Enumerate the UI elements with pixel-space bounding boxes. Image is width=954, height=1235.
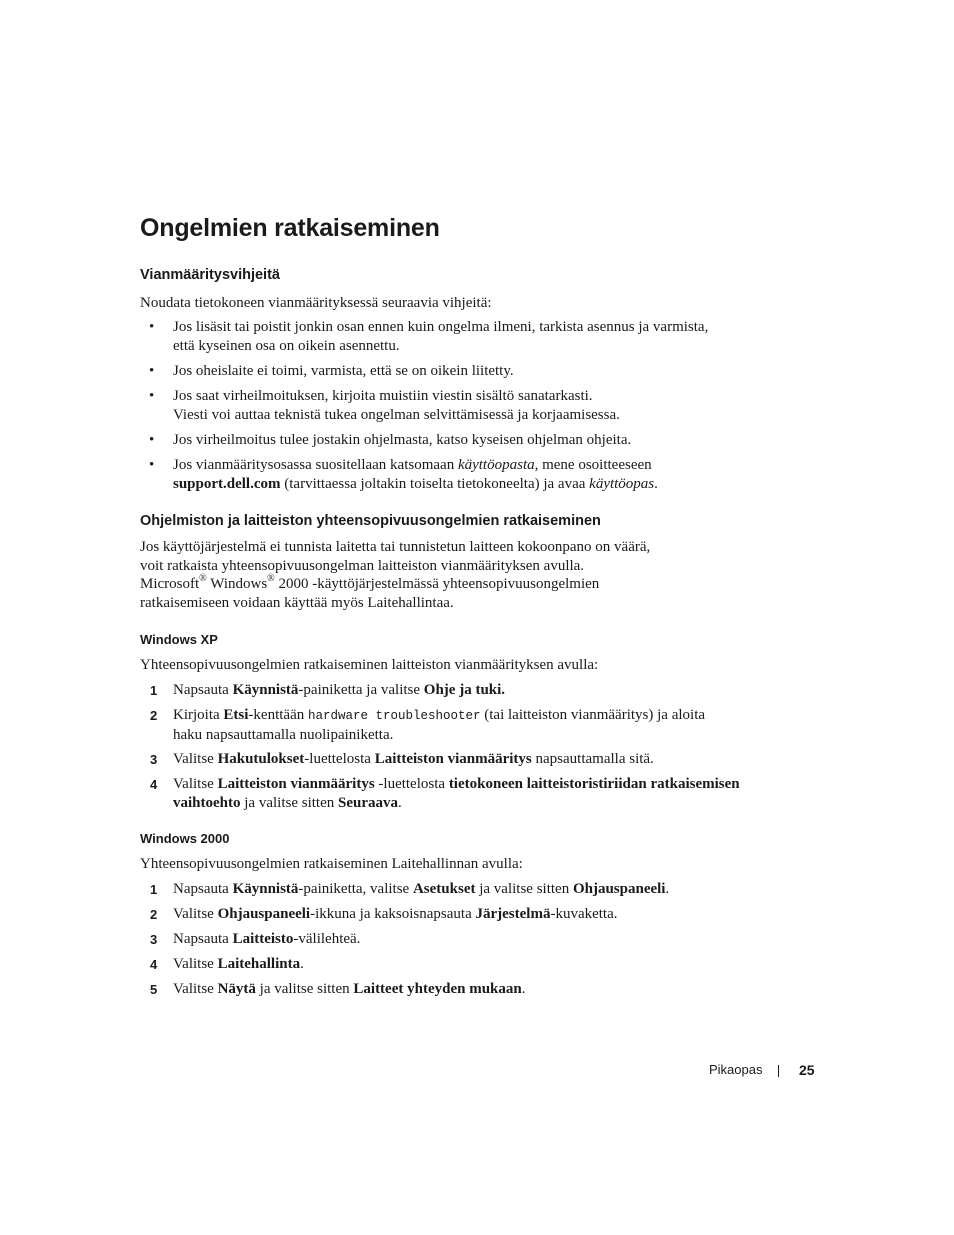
code-snippet: hardware troubleshooter [307, 709, 481, 723]
bullet-icon: • [149, 457, 155, 473]
xp-intro: Yhteensopivuusongelmien ratkaiseminen laitteiston vianmäärityksen avulla: [140, 657, 599, 673]
w2000-intro: Yhteensopivuusongelmien ratkaiseminen Laitehallinnan avulla: [140, 856, 523, 872]
compat-heading: Ohjelmiston ja laitteiston yhteensopivuusongelmien ratkaiseminen [140, 513, 601, 529]
windows-xp-heading: Windows XP [140, 632, 218, 647]
page-title: Ongelmien ratkaiseminen [140, 214, 440, 242]
bullet-icon: • [149, 363, 155, 379]
tips-heading: Vianmääritysvihjeitä [140, 267, 280, 283]
bullet-icon: • [149, 388, 155, 404]
page-number: 25 [799, 1062, 815, 1078]
compat-paragraph: Jos käyttöjärjestelmä ei tunnista laitetta tai tunnistetun laitteen kokoonpano on väärä, voit ratkaista yhteensopivuusongelman laitteiston vianmäärityksen avulla. Microsoft® Windows® 2000 -käyttöjärjestelmässä yhteensopivuusongelmien ratkaisemiseen voidaan käyttää myös Laitehallintaa. [140, 539, 651, 612]
manual-page: Ongelmien ratkaiseminen Vianmääritysvihjeitä Noudata tietokoneen vianmäärityksessä seuraavia vihjeitä: • Jos lisäsit tai poistit jonkin osan ennen kuin ongelma ilmeni, tarkista asennus ja varmista, että kyseinen osa on oikein asennettu. • Jos oheislaite ei toimi, varmista, että se on oikein liitetty. • Jos saat virheilmoituksen, kirjoita muistiin viestin sisältö sanatarkasti. Viesti voi auttaa teknistä tukea ongelman selvittämisessä ja korjaamisessa. • Jos virheilmoitus tulee jostakin ohjelmasta, katso kyseisen ohjelman ohjeita. • Jos vianmääritysosassa suositellaan katsomaan käyttöopasta, mene osoitteeseen support.dell.com (tarvittaessa joltakin toiselta tietokoneelta) ja avaa käyttöopas. Ohjelmiston ja laitteiston yhteensopivuusongelmien ratkaiseminen Jos käyttöjärjestelmä ei tunnista laitetta tai tunnistetun laitteen kokoonpano on väärä, voit ratkaista yhteensopivuusongelman laitteiston vianmäärityksen avulla. Microsoft® Windows® 2000 -käyttöjärjestelmässä yhteensopivuusongelmien ratkaisemiseen voidaan käyttää myös Laitehallintaa. Windows XP Yhteensopivuusongelmien ratkaiseminen laitteiston vianmäärityksen avulla: 1 Napsauta Käynnistä-painiketta ja valitse Ohje ja tuki. 2 Kirjoita Etsi-kenttään hardware troubleshooter (tai laitteiston vianmääritys) ja aloita haku napsauttamalla nuolipainiketta. 3 Valitse Hakutulokset-luettelosta Laitteiston vianmääritys napsauttamalla sitä. 4 Valitse Laitteiston vianmääritys -luettelosta tietokoneen laitteistoristiriidan ratkaisemisen vaihtoehto ja valitse sitten Seuraava. Windows 2000 Yhteensopivuusongelmien ratkaiseminen Laitehallinnan avulla: 1 Napsauta Käynnistä-painiketta, valitse Asetukset ja valitse sitten Ohjauspaneeli. 2 Valitse Ohjauspaneeli-ikkuna ja kaksoisnapsauta Järjestelmä-kuvaketta. 3 Napsauta Laitteisto-välilehteä. 4 Valitse Laitehallinta. 5 Valitse Näytä ja valitse sitten Laitteet yhteyden mukaan. Pikaopas 25 [140, 214, 815, 1078]
bullet-icon: • [149, 432, 155, 448]
bullet-icon: • [149, 319, 155, 335]
support-link[interactable]: support.dell.com [173, 475, 281, 492]
tips-intro: Noudata tietokoneen vianmäärityksessä seuraavia vihjeitä: [140, 295, 492, 311]
windows-2000-heading: Windows 2000 [140, 831, 230, 846]
footer-divider [778, 1065, 779, 1077]
footer-label: Pikaopas [709, 1062, 763, 1077]
